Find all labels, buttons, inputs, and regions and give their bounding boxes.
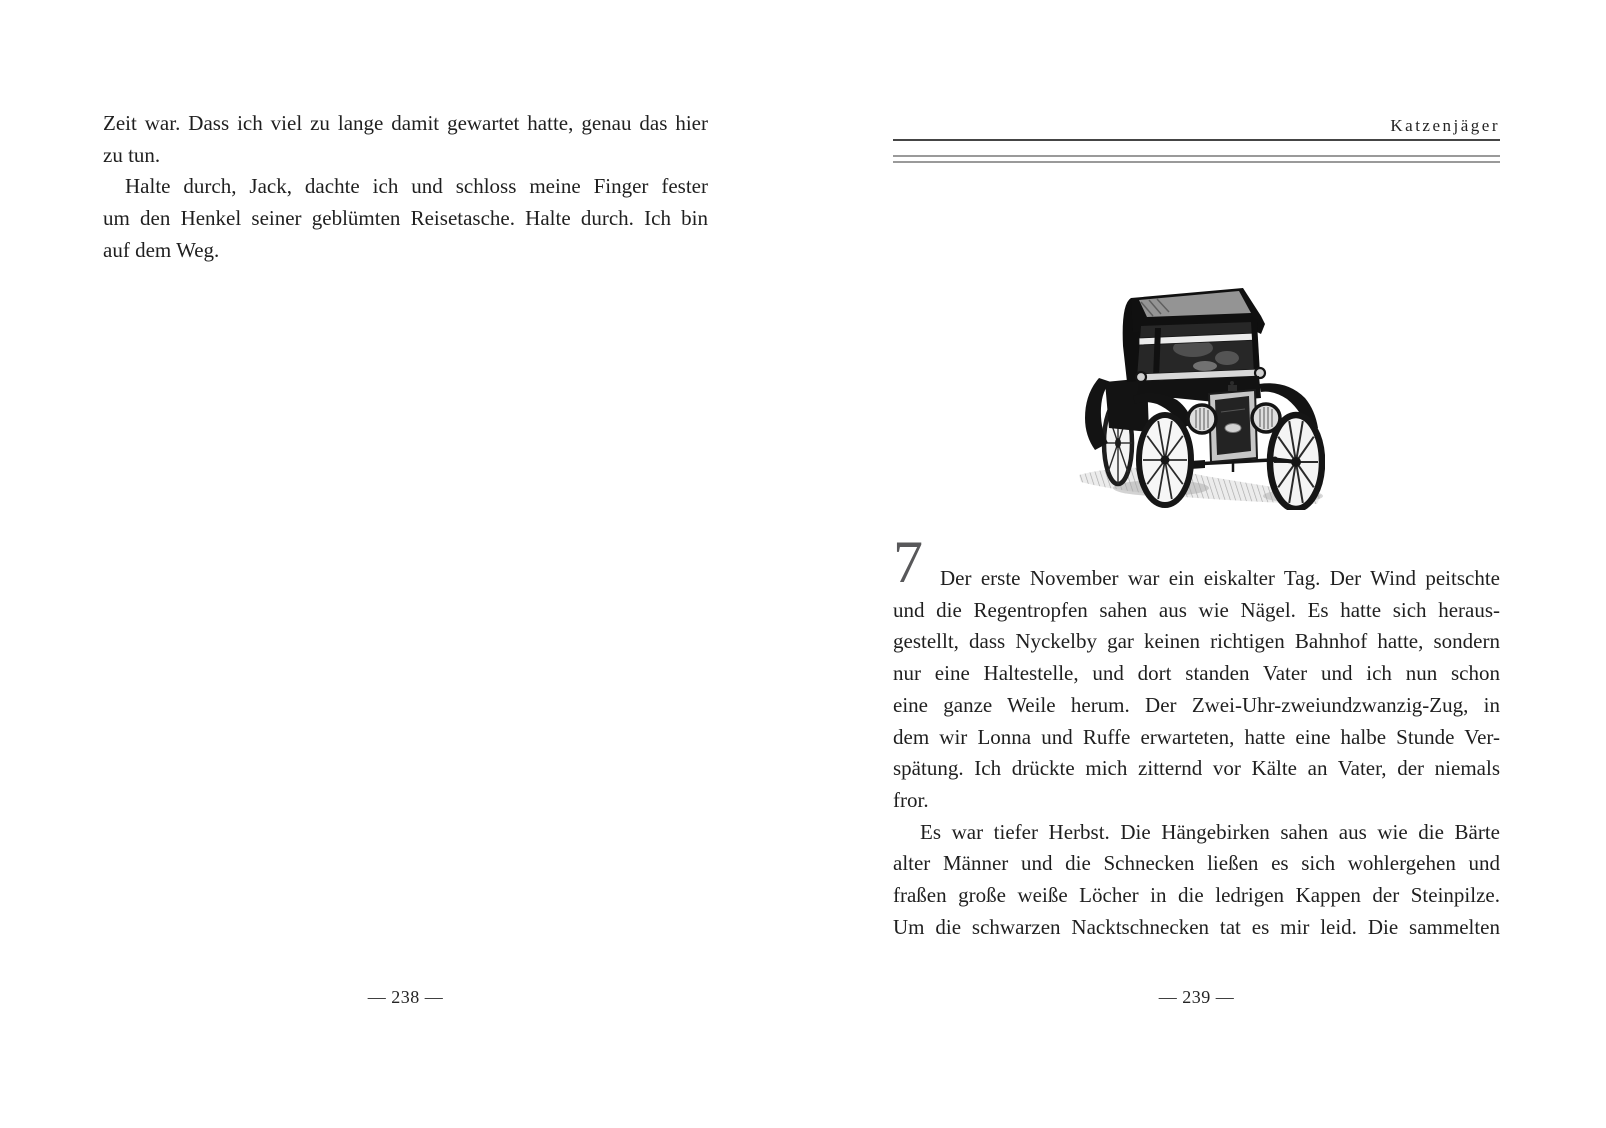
text-line: alter Männer und die Schnecken ließen es sich wohlergehen und	[893, 851, 1500, 876]
page-number-left: — 238 —	[367, 987, 444, 1007]
vintage-car-illustration	[1075, 282, 1325, 510]
text-line: um den Henkel seiner geblümten Reisetasche. Halte durch. Ich bin	[103, 206, 708, 231]
text-line: zu tun.	[103, 142, 161, 167]
right-page-text	[893, 529, 1500, 943]
text-line: eine ganze Weile herum. Der Zwei-Uhr-zweiundzwanzig-Zug, in	[893, 692, 1500, 717]
running-header: Katzenjäger	[1390, 116, 1500, 135]
text-line: auf dem Weg.	[103, 237, 220, 262]
text-line: und die Regentropfen sahen aus wie Nägel. Es hatte sich heraus-	[893, 597, 1500, 622]
text-line: spätung. Ich drückte mich zitternd vor Kälte an Vater, der niemals	[893, 756, 1500, 781]
text-line: Es war tiefer Herbst. Die Hängebirken sahen aus wie die Bärte	[920, 819, 1500, 844]
header-rule-dark	[893, 139, 1500, 141]
text-line: Halte durch, Jack, dachte ich und schloss meine Finger fester	[125, 174, 708, 199]
text-line: fror.	[893, 787, 929, 812]
text-line: fraßen große weiße Löcher in die ledrigen Kappen der Steinpilze.	[893, 883, 1500, 908]
text-line: Zeit war. Dass ich viel zu lange damit gewartet hatte, genau das hier	[103, 111, 708, 135]
text-line: Der erste November war ein eiskalter Tag. Der Wind peitschte	[940, 566, 1500, 590]
chapter-drop-cap: 7	[893, 529, 923, 595]
page-number-right: — 239 —	[1158, 987, 1235, 1007]
header-rule-light-2	[893, 161, 1500, 163]
text-line: gestellt, dass Nyckelby gar keinen richtigen Bahnhof hatte, sondern	[893, 629, 1500, 654]
text-line: dem wir Lonna und Ruffe erwarteten, hatte eine halbe Stunde Ver-	[893, 724, 1500, 749]
header-rule-light-1	[893, 155, 1500, 157]
left-page-text	[103, 108, 708, 267]
text-line: Um die schwarzen Nacktschnecken tat es mir leid. Die sammelten	[893, 914, 1500, 939]
text-line: nur eine Haltestelle, und dort standen Vater und ich nun schon	[893, 661, 1500, 686]
